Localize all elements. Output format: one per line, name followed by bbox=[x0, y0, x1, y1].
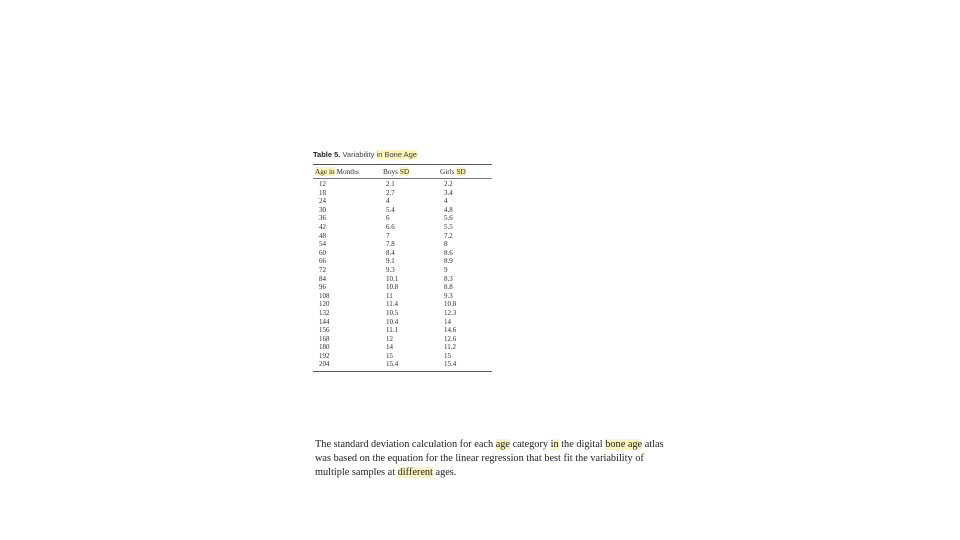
table-row bbox=[313, 266, 493, 275]
cell-age-months: 84 bbox=[319, 274, 326, 283]
paragraph-text: atlas was based on the equation for the linear regression that best fit the variability of multiple samples at bbox=[315, 439, 664, 478]
cell-boys-sd: 11.4 bbox=[386, 300, 398, 309]
table-title-text: Variability bbox=[342, 150, 375, 159]
header-age-rest: Months bbox=[336, 167, 359, 176]
table-row bbox=[313, 275, 493, 284]
cell-girls-sd: 8.6 bbox=[444, 248, 453, 257]
cell-age-months: 168 bbox=[319, 334, 330, 343]
cell-boys-sd: 15 bbox=[386, 351, 393, 360]
header-girls bbox=[440, 165, 466, 178]
cell-age-months: 144 bbox=[319, 317, 330, 326]
table-header-row bbox=[313, 165, 493, 178]
table-row bbox=[313, 257, 493, 266]
cell-girls-sd: 4.8 bbox=[444, 205, 453, 214]
cell-boys-sd: 11 bbox=[386, 291, 393, 300]
cell-age-months: 156 bbox=[319, 326, 330, 335]
highlighted-word: age bbox=[495, 439, 510, 450]
table-row bbox=[313, 189, 493, 198]
cell-girls-sd: 14 bbox=[444, 317, 451, 326]
cell-boys-sd: 4 bbox=[386, 197, 390, 206]
cell-girls-sd: 3.4 bbox=[444, 188, 453, 197]
table-row bbox=[313, 180, 493, 189]
table-row bbox=[313, 335, 493, 344]
cell-age-months: 96 bbox=[319, 283, 326, 292]
cell-age-months: 108 bbox=[319, 291, 330, 300]
cell-girls-sd: 8.3 bbox=[444, 274, 453, 283]
table-row bbox=[313, 300, 493, 309]
table-row bbox=[313, 352, 493, 361]
header-boys-text: Boys bbox=[383, 167, 399, 176]
header-girls-highlight: SD bbox=[456, 167, 466, 176]
cell-age-months: 72 bbox=[319, 265, 326, 274]
table-caption bbox=[313, 150, 493, 160]
cell-age-months: 66 bbox=[319, 257, 326, 266]
table-row bbox=[313, 223, 493, 232]
cell-age-months: 30 bbox=[319, 205, 326, 214]
cell-boys-sd: 2.7 bbox=[386, 188, 395, 197]
header-boys-highlight: SD bbox=[399, 167, 410, 176]
cell-age-months: 54 bbox=[319, 240, 326, 249]
cell-age-months: 180 bbox=[319, 343, 330, 352]
paragraph-text: category bbox=[510, 439, 551, 450]
highlighted-word: bone age bbox=[605, 439, 643, 450]
table-row bbox=[313, 214, 493, 223]
cell-boys-sd: 9.3 bbox=[386, 265, 395, 274]
table-label: Table 5. bbox=[313, 150, 341, 159]
cell-age-months: 42 bbox=[319, 222, 326, 231]
cell-age-months: 60 bbox=[319, 248, 326, 257]
table-row bbox=[313, 283, 493, 292]
cell-age-months: 36 bbox=[319, 214, 326, 223]
table-row bbox=[313, 360, 493, 369]
cell-boys-sd: 5.4 bbox=[386, 205, 395, 214]
table-bottom-rule bbox=[313, 371, 492, 372]
cell-boys-sd: 6 bbox=[386, 214, 390, 223]
table-row bbox=[313, 249, 493, 258]
cell-age-months: 48 bbox=[319, 231, 326, 240]
highlighted-word: different bbox=[397, 467, 433, 478]
cell-girls-sd: 15.4 bbox=[444, 360, 457, 369]
table-row bbox=[313, 240, 493, 249]
cell-boys-sd: 2.1 bbox=[386, 180, 395, 188]
cell-age-months: 120 bbox=[319, 300, 330, 309]
variability-table bbox=[313, 150, 493, 372]
cell-girls-sd: 5.6 bbox=[444, 214, 453, 223]
cell-boys-sd: 15.4 bbox=[386, 360, 399, 369]
table-body bbox=[313, 179, 493, 369]
explanatory-paragraph bbox=[315, 438, 675, 480]
cell-boys-sd: 14 bbox=[386, 343, 393, 352]
cell-girls-sd: 8.8 bbox=[444, 283, 453, 292]
table-row bbox=[313, 326, 493, 335]
cell-age-months: 18 bbox=[319, 188, 326, 197]
header-age-highlight: Age in bbox=[315, 167, 335, 176]
header-boys bbox=[383, 165, 409, 178]
cell-girls-sd: 5.5 bbox=[444, 222, 453, 231]
cell-boys-sd: 8.4 bbox=[386, 248, 395, 257]
header-girls-text: Girls bbox=[440, 167, 455, 176]
cell-girls-sd: 11.2 bbox=[444, 343, 456, 352]
table-title-highlight: in Bone Age bbox=[376, 150, 417, 159]
paragraph-text: ages. bbox=[432, 467, 457, 478]
table-row bbox=[313, 232, 493, 241]
cell-boys-sd: 10.1 bbox=[386, 274, 399, 283]
table-row bbox=[313, 197, 493, 206]
cell-girls-sd: 9 bbox=[444, 265, 448, 274]
table-row bbox=[313, 206, 493, 215]
table-row bbox=[313, 318, 493, 327]
cell-boys-sd: 10.8 bbox=[386, 283, 399, 292]
cell-age-months: 12 bbox=[319, 180, 326, 188]
highlighted-word: in bbox=[550, 439, 559, 450]
cell-girls-sd: 7.2 bbox=[444, 231, 453, 240]
cell-girls-sd: 14.6 bbox=[444, 326, 457, 335]
table-row bbox=[313, 309, 493, 318]
cell-boys-sd: 7.8 bbox=[386, 240, 395, 249]
cell-age-months: 132 bbox=[319, 308, 330, 317]
cell-age-months: 204 bbox=[319, 360, 330, 369]
cell-boys-sd: 12 bbox=[386, 334, 393, 343]
cell-girls-sd: 4 bbox=[444, 197, 448, 206]
paragraph-text: The standard deviation calculation for each bbox=[315, 439, 496, 450]
table-row bbox=[313, 292, 493, 301]
cell-girls-sd: 2.2 bbox=[444, 180, 453, 188]
cell-girls-sd: 8.9 bbox=[444, 257, 453, 266]
header-age bbox=[315, 165, 359, 178]
cell-boys-sd: 10.4 bbox=[386, 317, 399, 326]
paragraph-text: the digital bbox=[558, 439, 606, 450]
cell-boys-sd: 9.1 bbox=[386, 257, 395, 266]
cell-boys-sd: 10.5 bbox=[386, 308, 399, 317]
cell-age-months: 24 bbox=[319, 197, 326, 206]
cell-age-months: 192 bbox=[319, 351, 330, 360]
cell-girls-sd: 12.6 bbox=[444, 334, 457, 343]
cell-girls-sd: 8 bbox=[444, 240, 448, 249]
table-row bbox=[313, 343, 493, 352]
cell-boys-sd: 7 bbox=[386, 231, 390, 240]
cell-girls-sd: 9.3 bbox=[444, 291, 453, 300]
cell-boys-sd: 6.6 bbox=[386, 222, 395, 231]
cell-girls-sd: 10.8 bbox=[444, 300, 457, 309]
cell-boys-sd: 11.1 bbox=[386, 326, 398, 335]
cell-girls-sd: 12.3 bbox=[444, 308, 457, 317]
cell-girls-sd: 15 bbox=[444, 351, 451, 360]
